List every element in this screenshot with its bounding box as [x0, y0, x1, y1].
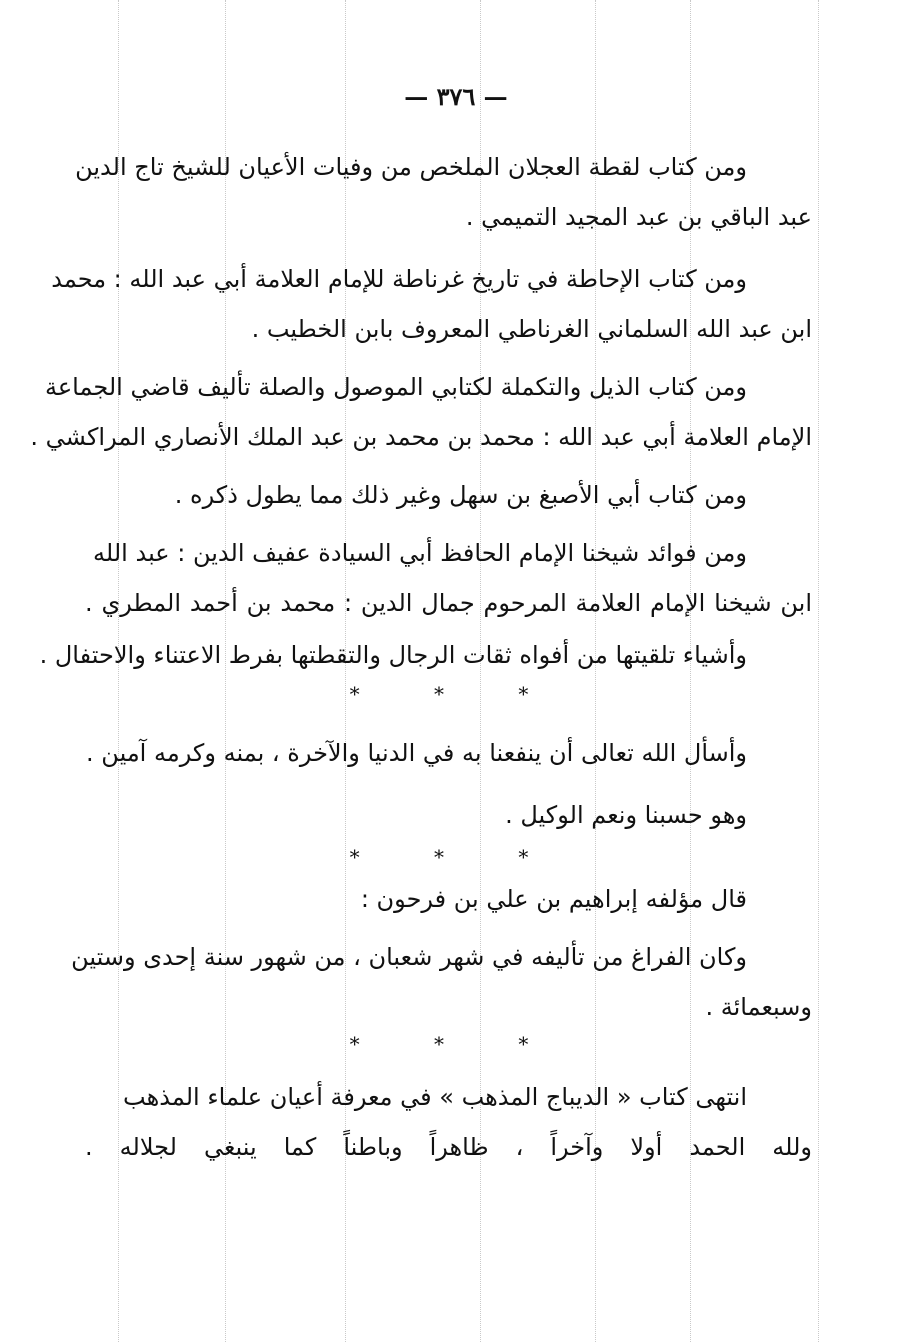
section-separator: * * *: [349, 845, 563, 869]
page-number: — ٣٧٦ —: [404, 82, 508, 111]
text-line: ابن شيخنا الإمام العلامة المرحوم جمال الدين : محمد بن أحمد المطري .: [85, 589, 812, 617]
text-line: وهو حسبنا ونعم الوكيل .: [505, 801, 747, 829]
text-line: ومن كتاب الذيل والتكملة لكتابي الموصول والصلة تأليف قاضي الجماعة: [44, 373, 747, 401]
text-line: وكان الفراغ من تأليفه في شهر شعبان ، من شهور سنة إحدى وستين: [71, 943, 747, 971]
text-line: وسبعمائة .: [705, 993, 812, 1021]
text-line: قال مؤلفه إبراهيم بن علي بن فرحون :: [360, 885, 747, 913]
section-separator: * * *: [349, 682, 563, 706]
text-line: الإمام العلامة أبي عبد الله : محمد بن محمد بن عبد الملك الأنصاري المراكشي .: [30, 423, 812, 451]
text-line: ومن كتاب لقطة العجلان الملخص من وفيات الأعيان للشيخ تاج الدين: [75, 153, 747, 181]
text-line: ابن عبد الله السلماني الغرناطي المعروف بابن الخطيب .: [251, 315, 812, 343]
text-line: ومن فوائد شيخنا الإمام الحافظ أبي السيادة عفيف الدين : عبد الله: [93, 539, 747, 567]
text-line: ولله الحمد أولا وآخراً ، ظاهراً وباطناً كما ينبغي لجلاله .: [85, 1133, 812, 1161]
scan-guide-line: [818, 0, 819, 1342]
section-separator: * * *: [349, 1032, 563, 1056]
text-line: عبد الباقي بن عبد المجيد التميمي .: [465, 203, 812, 231]
text-line: وأسأل الله تعالى أن ينفعنا به في الدنيا والآخرة ، بمنه وكرمه آمين .: [86, 739, 747, 767]
text-line: انتهى كتاب « الديباج المذهب » في معرفة أعيان علماء المذهب: [123, 1083, 747, 1111]
text-line: ومن كتاب أبي الأصبغ بن سهل وغير ذلك مما يطول ذكره .: [174, 481, 747, 509]
text-line: ومن كتاب الإحاطة في تاريخ غرناطة للإمام العلامة أبي عبد الله : محمد: [51, 265, 747, 293]
text-line: وأشياء تلقيتها من أفواه ثقات الرجال والتقطتها بفرط الاعتناء والاحتفال .: [39, 641, 747, 669]
